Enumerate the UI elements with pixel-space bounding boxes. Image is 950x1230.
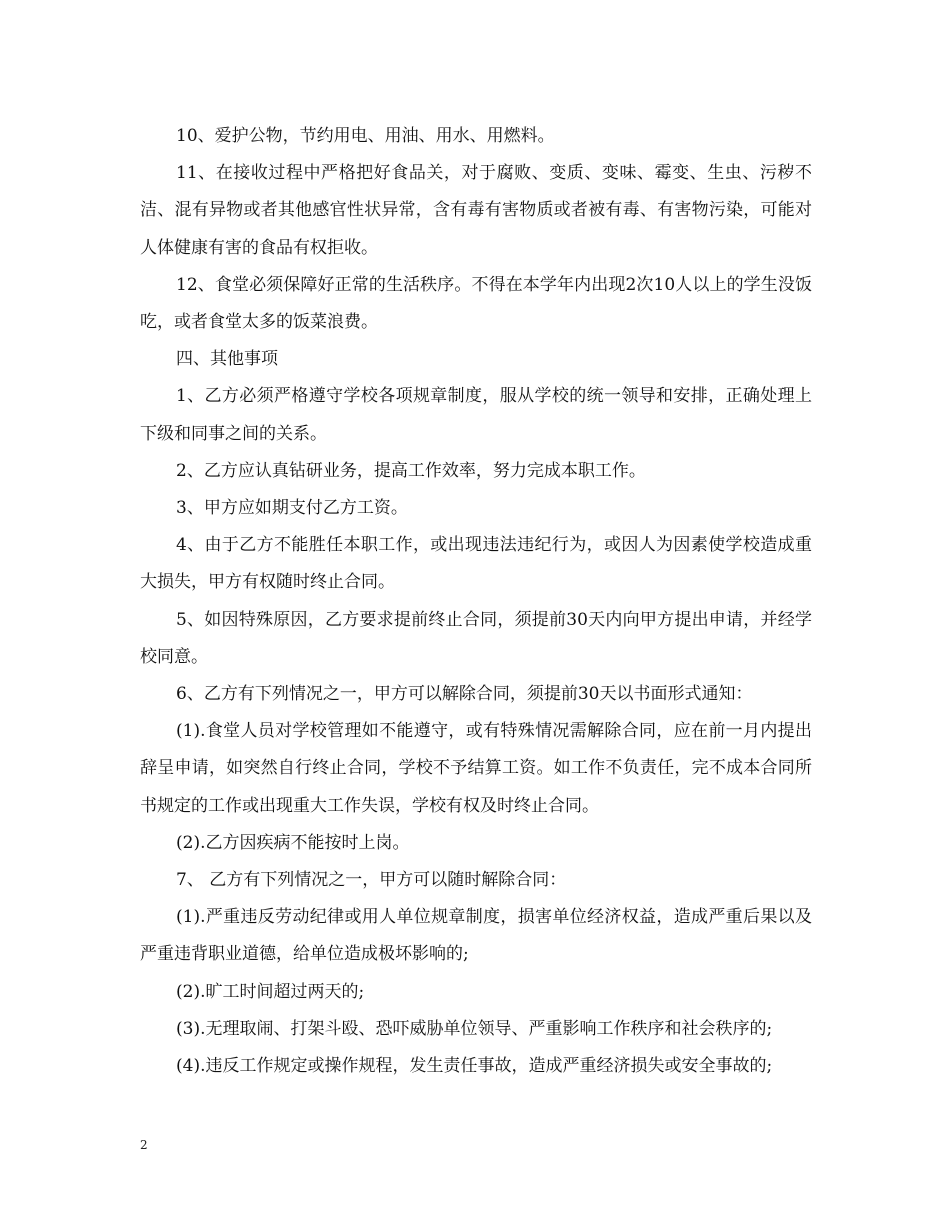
paragraph-subitem-6-2: (2).乙方因疾病不能按时上岗。 (176, 832, 410, 853)
paragraph-subitem-7-4: (4).违反工作规定或操作规程，发生责任事故，造成严重经济损失或安全事故的; (176, 1056, 773, 1077)
paragraph-subitem-7-3: (3).无理取闹、打架斗殴、恐吓威胁单位领导、严重影响工作秩序和社会秩序的; (176, 1018, 773, 1039)
paragraph-item-4: 4、由于乙方不能胜任本职工作，或出现违法违纪行为，或因人为因素使学校造成重大损失，甲方有权随时终止合同。 (140, 535, 812, 593)
paragraph-item-7: 7、 乙方有下列情况之一，甲方可以随时解除合同： (176, 870, 567, 891)
paragraph-item-6: 6、乙方有下列情况之一，甲方可以解除合同，须提前30天以书面形式通知： (176, 684, 753, 705)
page-number: 2 (140, 1138, 148, 1152)
document-body (140, 118, 812, 1085)
paragraph-item-12: 12、食堂必须保障好正常的生活秩序。不得在本学年内出现2次10人以上的学生没饭吃，或者食堂太多的饭菜浪费。 (140, 274, 812, 333)
paragraph-item-3: 3、甲方应如期支付乙方工资。 (176, 498, 408, 519)
paragraph-subitem-7-2: (2).旷工时间超过两天的; (176, 981, 365, 1002)
section-heading-other-matters: 四、其他事项 (176, 349, 278, 370)
paragraph-item-2: 2、乙方应认真钻研业务，提高工作效率，努力完成本职工作。 (176, 460, 646, 481)
paragraph-subitem-7-1: (1).严重违反劳动纪律或用人单位规章制度，损害单位经济权益，造成严重后果以及严重违背职业道德，给单位造成极坏影响的; (140, 907, 812, 965)
paragraph-item-5: 5、如因特殊原因，乙方要求提前终止合同，须提前30天内向甲方提出申请，并经学校同意。 (140, 609, 812, 667)
paragraph-item-11: 11、在接收过程中严格把好食品关，对于腐败、变质、变味、霉变、生虫、污秽不洁、混有异物或者其他感官性状异常，含有毒有害物质或者被有毒、有害物污染，可能对人体健康有害的食品有权拒收。 (140, 163, 812, 258)
paragraph-item-10: 10、爱护公物，节约用电、用油、用水、用燃料。 (176, 126, 555, 146)
paragraph-item-1: 1、乙方必须严格遵守学校各项规章制度，服从学校的统一领导和安排，正确处理上下级和同事之间的关系。 (140, 386, 812, 444)
paragraph-subitem-6-1: (1).食堂人员对学校管理如不能遵守，或有特殊情况需解除合同，应在前一月内提出辞呈申请，如突然自行终止合同，学校不予结算工资。如工作不负责任，完不成本合同所书规定的工作或出现重大工作失误，学校有权及时终止合同。 (140, 721, 812, 816)
